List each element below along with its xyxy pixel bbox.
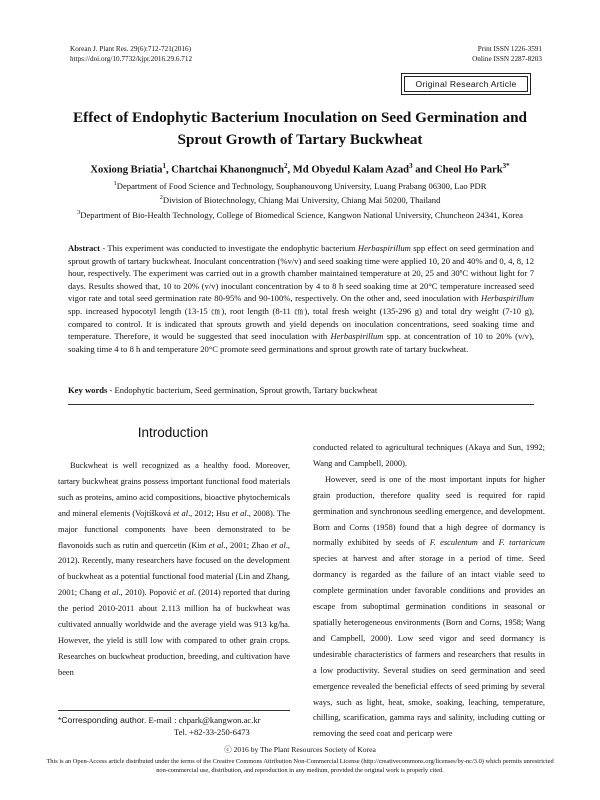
keywords-label: Key words (68, 385, 108, 395)
online-issn: Online ISSN 2287-8203 (472, 55, 542, 63)
author-name: Chartchai Khanongnuch (171, 164, 284, 176)
keywords (68, 384, 534, 396)
print-issn: Print ISSN 1226-3591 (477, 45, 542, 53)
affiliation: $^2$Division of Biotechnology, Chiang Mai University, Chiang Mai 50200, Thailand (159, 194, 441, 206)
corresponding-label: *Corresponding author. (58, 715, 147, 725)
footnote-divider (58, 710, 290, 711)
license-footer: This is an Open-Access article distributed under the terms of the Creative Commons Attribution Non-Commercial License (http://creativecommons.org/licenses/by-nc/3.0) which permits unrestricted non-commercial use, distribution, and reproduction in any medium, provided the original work is properly cited. (46, 758, 554, 774)
journal-header-left (70, 44, 192, 64)
author-name: Xoxiong Briatia (90, 164, 163, 176)
author-affiliation-mark: 1 (162, 162, 166, 170)
abstract-label: Abstract (68, 243, 100, 253)
abstract-body: - This experiment was conducted to investigate the endophytic bacterium Herbaspirillum spp effect on seed germination and sprout growth of tartary buckwheat. Inoculant concentration (%v/v) and seed soaking time were applied 10, 20 and 40% and 0, 4, 8, 12 hour, respectively. The experiment was carried out in a growth chamber maintained temperature at 20, 25 and 30ºC without light for 7 days. Results showed that, 10 to 20% (v/v) inoculant concentration by 4 to 8 h seed soaking time at 20°C temperature increased seed vigor rate and total seed germination rate 80-95% and 90-100%, respectively. On the other and, seed inoculation with Herbaspirillum spp. increased hypocotyl length (13-15 ㎝), root length (8-11 ㎝), total fresh weight (135-296 g) and total dry weight (7-10 g), compared to control. It is indicated that sprouts growth and yield depends on inoculation concentrations, seed soaking time and temperature. Therefore, it would be suggested that seed inoculation with Herbaspirillum spp. at concentration of 10 to 20% (v/v), soaking time 4 to 8 h and temperature 20°C promote seed germinations and sprout growth rate of tartary buckwheat. (68, 243, 534, 354)
journal-citation: Korean J. Plant Res. 29(6):712-721(2016) (70, 45, 191, 53)
keywords-text: - Endophytic bacterium, Seed germination, Sprout growth, Tartary buckwheat (107, 385, 378, 395)
introduction-heading: Introduction (137, 425, 209, 440)
affiliation-list (60, 178, 540, 221)
author-list (60, 162, 540, 176)
abstract-divider (68, 404, 534, 405)
paragraph: However, seed is one of the most important inputs for higher grain production, therefore quality seed is required for rapid germination and synchronous seedling emergence, and development. Born and Corns (1958) found that a high degree of dormancy is normally exhibited by seeds of F. esculentum and F. tartaricum species at harvest and after storage in a period of time. Seed dormancy is regarded as the failure of an intact viable seed to complete germination under favorable conditions and provides an escape from suboptimal germination conditions in seasonal or spatially heterogeneous environments (Born and Corns, 1958; Wang and Campbell, 2000). Low seed vigor and seed dormancy is undesirable characteristics of farmers and researchers that results in a low productivity. Several studies on seed germination and seed emergence revealed the beneficial effects of seed priming by several ways, such as light, heat, smoke, soaking, leaching, temperature, chilling, scarification, gamma rays and salinity, including cutting or removing the seed coat and pericarp were (313, 474, 545, 739)
author-separator: and (412, 164, 435, 176)
right-column (313, 440, 545, 742)
journal-header-right (472, 44, 542, 64)
author-affiliation-mark: 2 (284, 162, 288, 170)
corresponding-email[interactable]: E-mail : chpark@kangwon.ac.kr (148, 715, 261, 725)
paragraph: conducted related to agricultural techniques (Akaya and Sun, 1992; Wang and Campbell, 2000). (313, 443, 545, 468)
author-affiliation-mark: 3* (502, 162, 510, 170)
doi-link[interactable]: https://doi.org/10.7732/kjpr.2016.29.6.712 (70, 55, 193, 63)
author-separator: , (165, 164, 172, 176)
article-type-badge: Original Research Article (404, 76, 528, 92)
paragraph: Buckwheat is well recognized as a healthy food. Moreover, tartary buckwheat grains possess important functional food materials such as proteins, amino acid compositions, bioactive phytochemicals and mineral elements (Vojtíšková et al., 2012; Hsu et al., 2008). The major functional components have been demonstrated to be flavonoids such as rutin and quercetin (Kim et al., 2001; Zhao et al., 2012). Recently, many researchers have focused on the development of buckwheat as a potential functional food material (Lin and Zhang, 2001; Chang et al., 2010). Popović et al. (2014) reported that during the period 2010-2011 about 2.113 million ha of buckwheat was cultivated annually worldwide and the average yield was 913 kg/ha. However, the yield is still low with compared to other grain crops. Researches on buckwheat production, breeding, and cultivation have been (58, 461, 291, 677)
copyright-line: ⓒ 2016 by The Plant Resources Society of Korea (224, 745, 376, 754)
author-name: Md Obyedul Kalam Azad (292, 164, 410, 176)
corresponding-tel: Tel. +82-33-250-6473 (174, 727, 250, 737)
paper-title: Effect of Endophytic Bacterium Inoculation on Seed Germination and Sprout Growth of Tartary Buckwheat (73, 109, 527, 148)
author-separator: , (287, 164, 293, 176)
affiliation: $^3$Department of Bio-Health Technology, College of Biomedical Science, Kangwon National University, Chuncheon 24341, Korea (77, 208, 523, 220)
affiliation: $^1$Department of Food Science and Technology, Souphanouvong University, Luang Prabang 06300, Lao PDR (113, 180, 487, 191)
left-column (58, 458, 290, 681)
author-affiliation-mark: 3 (409, 162, 413, 170)
author-name: Cheol Ho Park (434, 164, 503, 176)
corresponding-author (58, 714, 261, 738)
abstract (68, 242, 534, 355)
